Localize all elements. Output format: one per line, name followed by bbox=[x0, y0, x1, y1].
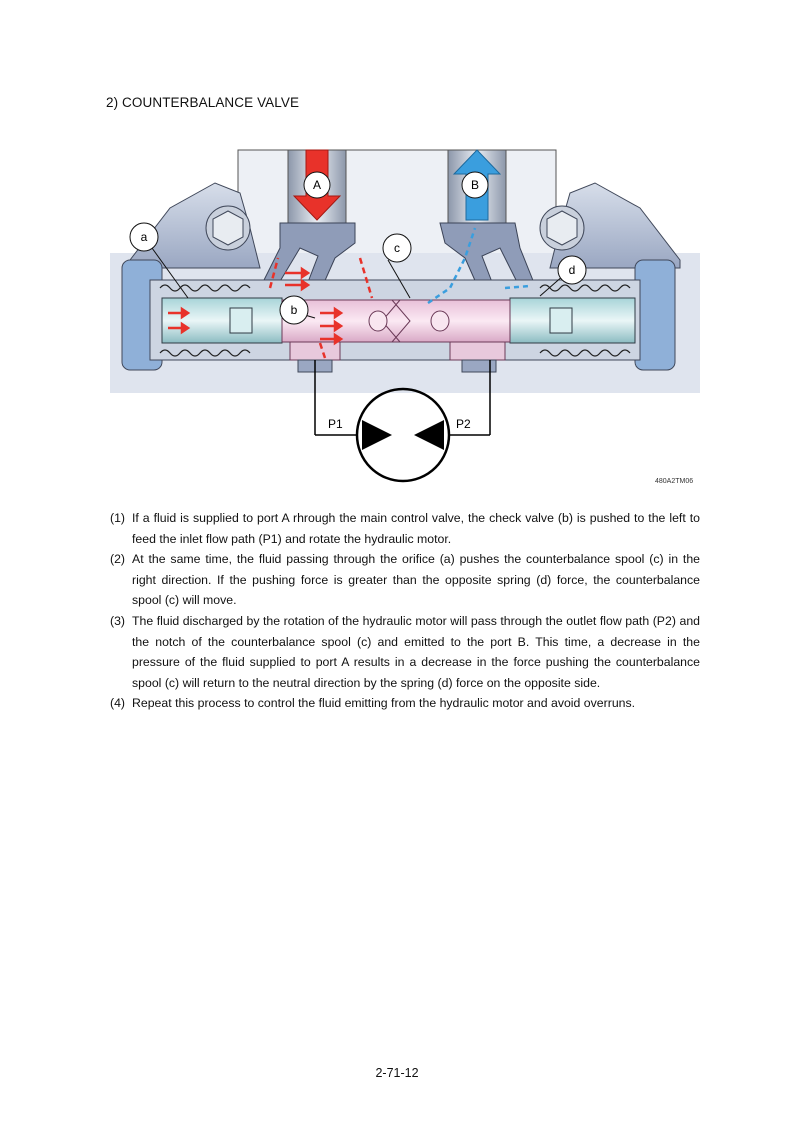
list-item bbox=[110, 693, 700, 714]
hydraulic-motor-symbol bbox=[300, 360, 520, 490]
list-item bbox=[110, 549, 700, 611]
item-text: At the same time, the fluid passing through the orifice (a) pushes the counterbalance spool (c) in the right direction. If the pushing force is greater than the opposite spring (d) force, the counterbalance spool (c) will move. bbox=[132, 552, 700, 608]
callout-c bbox=[383, 234, 411, 262]
callout-c-text: c bbox=[394, 241, 400, 255]
callout-a bbox=[130, 223, 158, 251]
callout-b-text: b bbox=[290, 303, 298, 317]
list-item bbox=[110, 611, 700, 693]
item-number: (1) bbox=[110, 511, 126, 525]
counterbalance-spool bbox=[282, 300, 510, 342]
callout-d bbox=[558, 256, 586, 284]
right-end-cap bbox=[635, 260, 675, 370]
port-a-text: A bbox=[312, 178, 322, 192]
port-b-label bbox=[462, 172, 488, 198]
page-number: 2-71-12 bbox=[375, 1066, 419, 1080]
figure-id: 480A2TM06 bbox=[655, 478, 694, 485]
p2-label: P2 bbox=[456, 417, 471, 431]
section-title: 2) COUNTERBALANCE VALVE bbox=[106, 95, 300, 110]
item-text: If a fluid is supplied to port A rhrough the main control valve, the check valve (b) is pushed to the left to feed the inlet flow path (P1) and rotate the hydraulic motor. bbox=[132, 511, 700, 546]
procedure-list bbox=[110, 508, 700, 714]
item-number: (3) bbox=[110, 613, 126, 628]
callout-d-text: d bbox=[568, 263, 576, 277]
item-text: The fluid discharged by the rotation of the hydraulic motor will pass through the outlet flow path (P2) and the notch of the counterbalance spool (c) and emitted to the port B. This time, a decrease in the pressure of the fluid supplied to port A results in a decrease in the force pushing the counterbalance spool (c) will return to the neutral direction by the spring (d) force on the opposite side. bbox=[132, 613, 700, 690]
item-number: (4) bbox=[110, 696, 126, 711]
port-b-text: B bbox=[470, 178, 480, 192]
callout-b bbox=[280, 296, 308, 324]
p1-label: P1 bbox=[328, 417, 343, 431]
left-piston bbox=[162, 298, 282, 343]
item-text: Repeat this process to control the fluid emitting from the hydraulic motor and avoid overruns. bbox=[132, 696, 636, 711]
motor-arrow-left-icon bbox=[362, 420, 392, 450]
callout-a-text: a bbox=[140, 230, 148, 244]
port-a-label bbox=[304, 172, 330, 198]
motor-arrow-right-icon bbox=[414, 420, 444, 450]
item-number: (2) bbox=[110, 552, 126, 567]
list-item bbox=[110, 508, 700, 549]
